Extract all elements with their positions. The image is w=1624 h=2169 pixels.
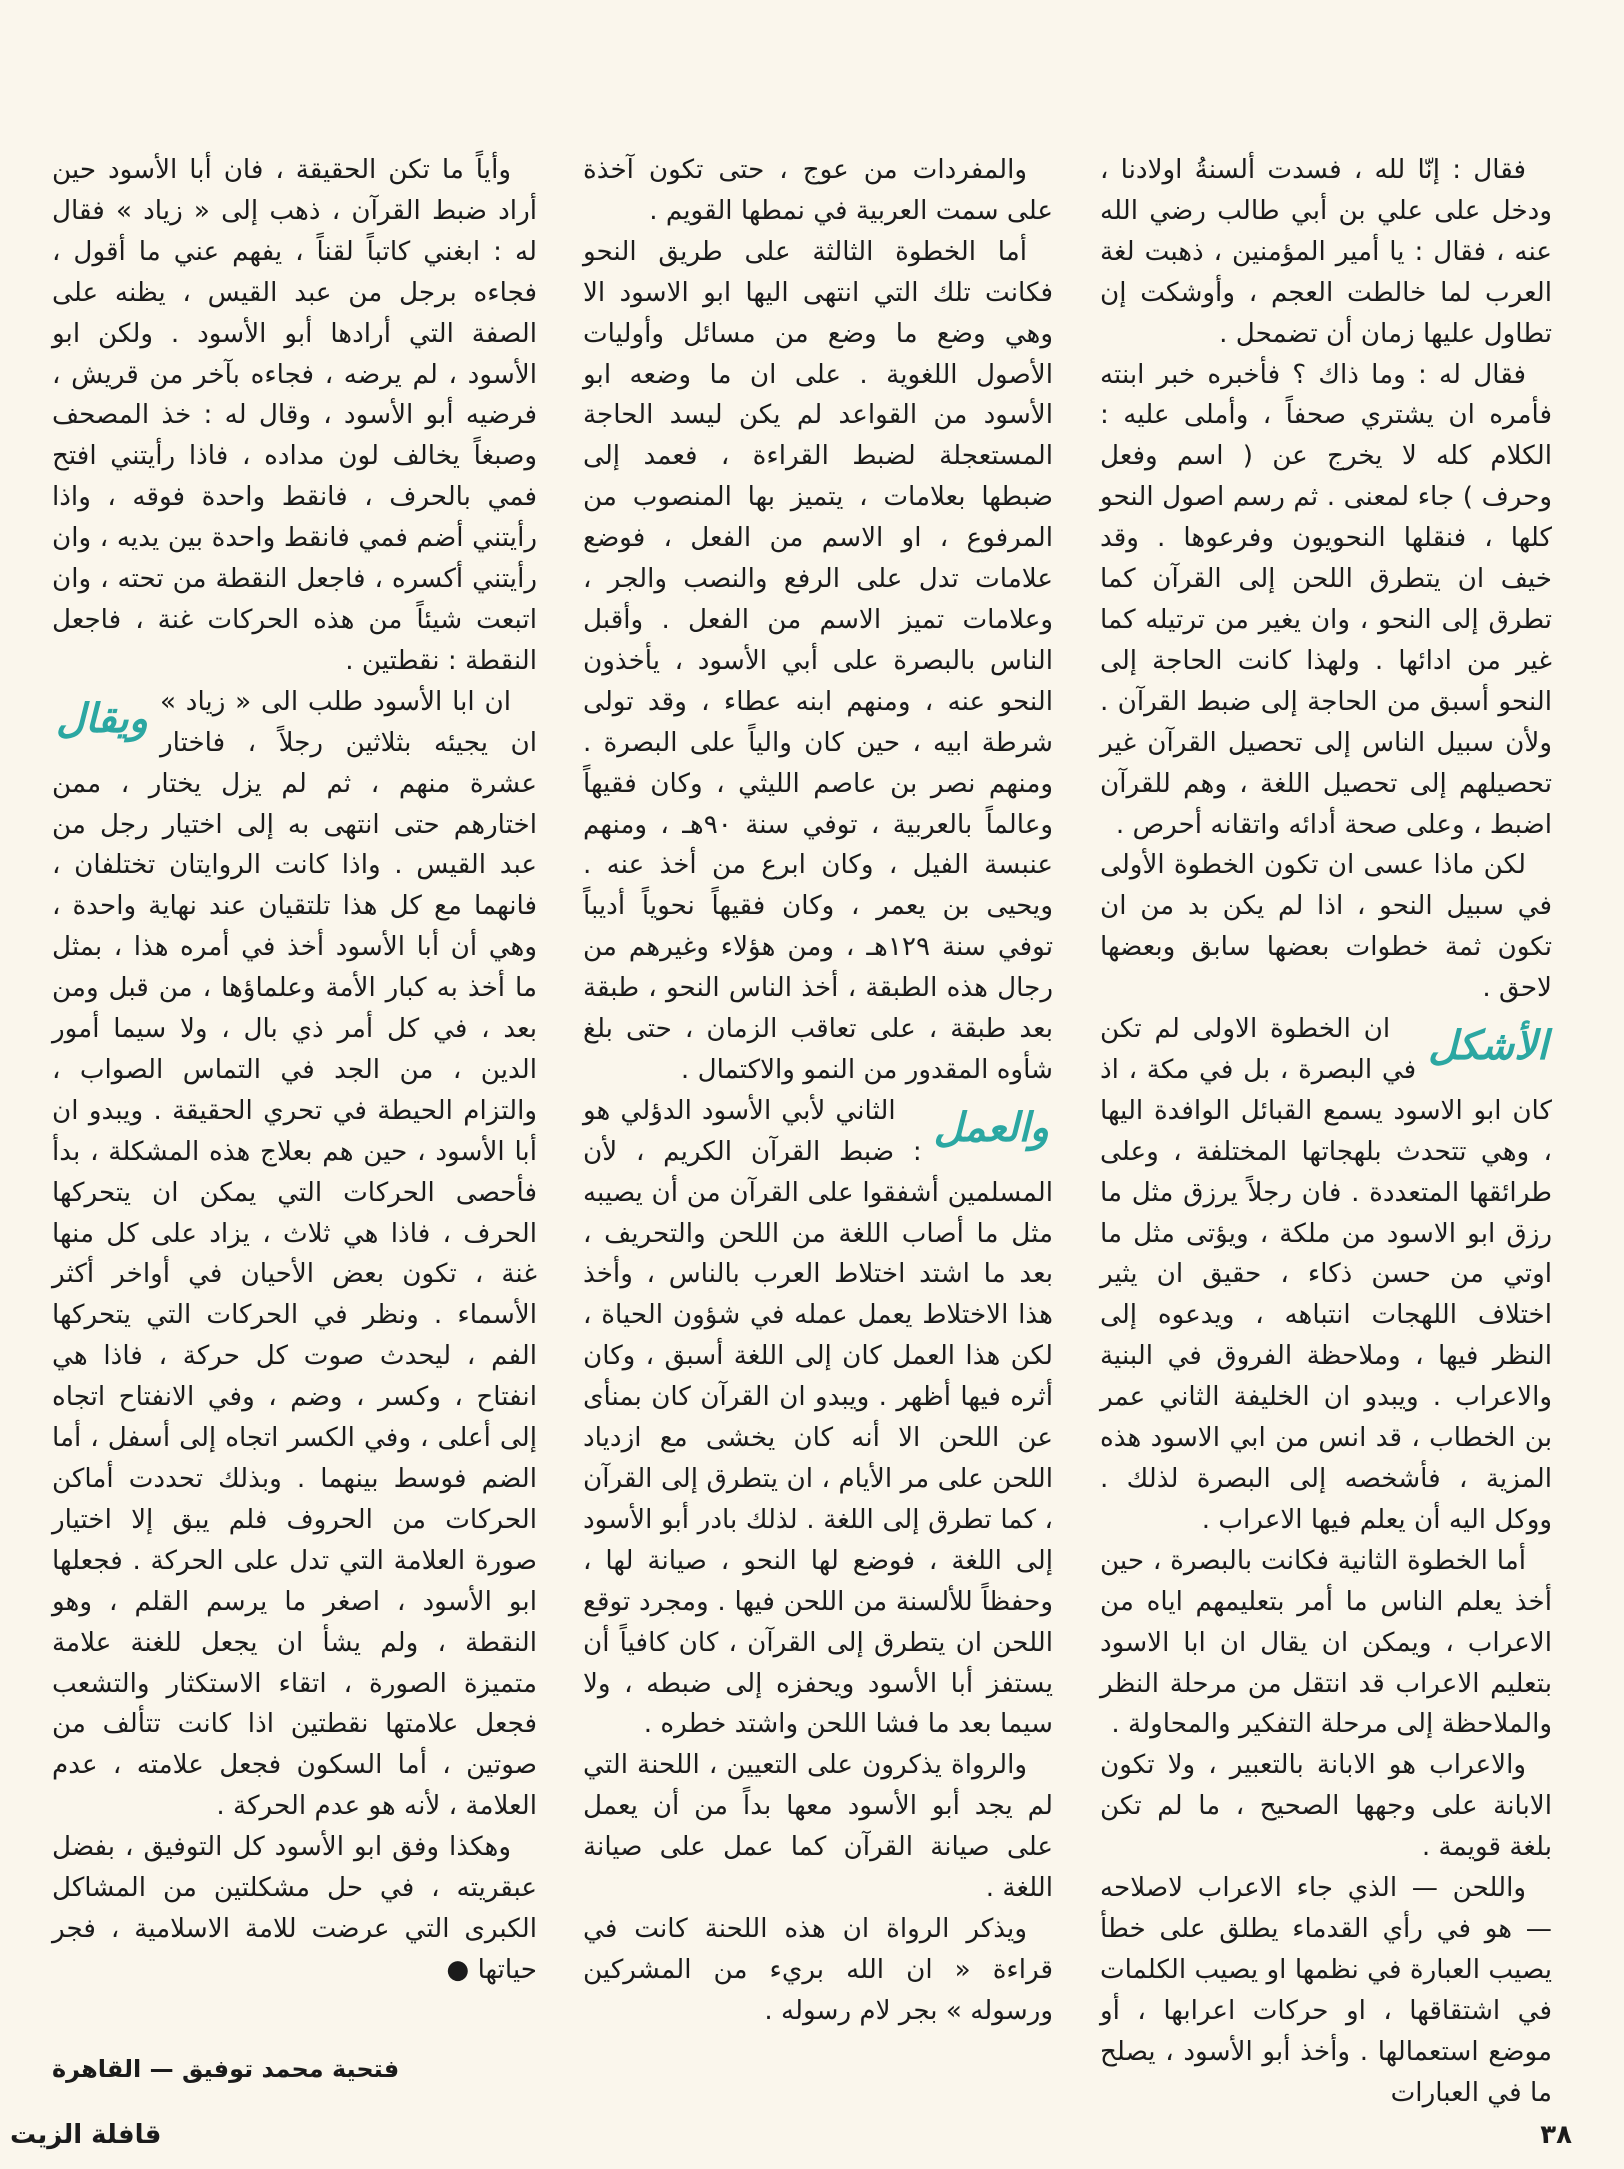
author-signature: فتحية محمد توفيق — القاهرة xyxy=(52,2055,400,2083)
paragraph: لكن ماذا عسى ان تكون الخطوة الأولى في سبيل النحو ، اذا لم يكن بد من ان تكون ثمة خطوات بعضها سابق وبعضها لاحق . xyxy=(1100,850,1552,1004)
column-right xyxy=(1100,150,1552,2108)
paragraph: ويذكر الرواة ان هذه اللحنة كانت في قراءة « ان الله بريء من المشركين ورسوله » بجر لام رسوله . xyxy=(583,1913,1053,2026)
paragraph: واللحن — الذي جاء الاعراب لاصلاحه — هو في رأي القدماء يطلق على خطأ يصيب العبارة في نظمها او يصيب الكلمات في اشتقاقها ، او حركات اعرابها ، أو موضع استعمالها . وأخذ أبو الأسود ، يصلح ما في العبارات xyxy=(1100,1873,1552,2108)
paragraph: ان الخطوة الاولى لم تكن في البصرة ، بل في مكة ، اذ كان ابو الاسود يسمع القبائل الوافدة اليها ، وهي تتحدث بلهجاتها المختلفة ، وعلى طرائقها المتعددة . فان رجلاً يرزق مثل ما رزق ابو الاسود من ملكة ، ويؤتى مثل ما اوتي من حسن ذكاء ، حقيق ان يثير اختلاف اللهجات انتباهه ، ويدعوه إلى النظر فيها ، وملاحظة الفروق في البنية والاعراب . ويبدو ان الخليفة الثاني عمر بن الخطاب ، قد انس من ابي الاسود هذه المزية ، فأشخصه إلى البصرة لذلك . ووكل اليه أن يعلم فيها الاعراب . xyxy=(1100,1014,1552,1535)
paragraph: والاعراب هو الابانة بالتعبير ، ولا تكون الابانة على وجهها الصحيح ، ما لم تكن بلغة قويمة . xyxy=(1100,1750,1552,1863)
column-middle xyxy=(583,150,1053,2050)
section-heading: ويقال xyxy=(56,694,148,742)
paragraph: وأياً ما تكن الحقيقة ، فان أبا الأسود حين أراد ضبط القرآن ، ذهب إلى « زياد » فقال له : ابغني كاتباً لقناً ، يفهم عني ما أقول ، فجاءه برجل من عبد القيس ، يظنه على الصفة التي أرادها أبو الأسود . ولكن ابو الأسود ، لم يرضه ، فجاءه بآخر من قريش ، فرضيه أبو الأسود ، وقال له : خذ المصحف وصبغاً يخالف لون مداده ، فاذا رأيتني افتح فمي بالحرف ، فانقط واحدة فوقه ، واذا رأيتني أضم فمي فانقط واحدة بين يديه ، وان رأيتني أكسره ، فاجعل النقطة من تحته ، وان اتبعت شيئاً من هذه الحركات غنة ، فاجعل النقطة : نقطتين . xyxy=(52,155,537,676)
column-left xyxy=(52,150,537,2050)
paragraph: ان ابا الأسود طلب الى « زياد » ان يجيئه بثلاثين رجلاً ، فاختار عشرة منهم ، ثم لم يزل يختار ، ممن اختارهم حتى انتهى به إلى اختيار رجل من عبد القيس . واذا كانت الروايتان تختلفان ، فانهما مع كل هذا تلتقيان عند نهاية واحدة ، وهي أن أبا الأسود أخذ في أمره هذا ، بمثل ما أخذ به كبار الأمة وعلماؤها ، من قبل ومن بعد ، في كل أمر ذي بال ، ولا سيما أمور الدين ، من الجد في التماس الصواب ، والتزام الحيطة في تحري الحقيقة . ويبدو ان أبا الأسود ، حين هم بعلاج هذه المشكلة ، بدأ فأحصى الحركات التي يمكن ان يتحركها الحرف ، فاذا هي ثلاث ، يزاد على كل منها غنة ، تكون بعض الأحيان في أواخر أكثر الأسماء . ونظر في الحركات التي يتحركها الفم ، ليحدث صوت كل حركة ، فاذا هي انفتاح ، وكسر ، وضم ، وفي الانفتاح اتجاه إلى أعلى ، وفي الكسر اتجاه إلى أسفل ، أما الضم فوسط بينهما . وبذلك تحددت أماكن الحركات من الحروف فلم يبق إلا اختيار صورة العلامة التي تدل على الحركة . فجعلها ابو الأسود ، اصغر ما يرسم القلم ، وهو النقطة ، ولم يشأ ان يجعل للغنة علامة متميزة الصورة ، اتقاء الاستكثار والتشعب فجعل علامتها نقطتين اذا كانت تتألف من صوتين ، أما السكون فجعل علامته ، عدم العلامة ، لأنه هو عدم الحركة . xyxy=(52,686,537,1822)
section-heading: والعمل xyxy=(933,1103,1049,1151)
paragraph: فقال له : وما ذاك ؟ فأخبره خبر ابنته فأمره ان يشتري صحفاً ، وأملى عليه : الكلام كله لا يخرج عن ( اسم وفعل وحرف ) جاء لمعنى . ثم رسم اصول النحو كلها ، فنقلها النحويون وفرعوها . وقد خيف ان يتطرق اللحن إلى القرآن كما تطرق إلى النحو ، وان يغير من ترتيله كما غير من ادائها . ولهذا كانت الحاجة إلى النحو أسبق من الحاجة إلى ضبط القرآن . ولأن سبيل الناس إلى تحصيل القرآن غير تحصيلهم إلى تحصيل اللغة ، وهم للقرآن اضبط ، وعلى صحة أدائه واتقانه أحرص . xyxy=(1100,359,1552,840)
paragraph: أما الخطوة الثانية فكانت بالبصرة ، حين أخذ يعلم الناس ما أمر بتعليمهم اياه من الاعراب ، ويمكن ان يقال ان ابا الاسود بتعليم الاعراب قد انتقل من مرحلة النظر والملاحظة إلى مرحلة التفكير والمحاولة . xyxy=(1100,1545,1552,1740)
paragraph: أما الخطوة الثالثة على طريق النحو فكانت تلك التي انتهى اليها ابو الاسود الا وهي وضع ما وضع من مسائل وأوليات الأصول اللغوية . على ان ما وضعه ابو الأسود من القواعد لم يكن ليسد الحاجة المستعجلة لضبط القراءة ، فعمد إلى ضبطها بعلامات ، يتميز بها المنصوب من المرفوع ، او الاسم من الفعل ، فوضع علامات تدل على الرفع والنصب والجر ، وعلامات تميز الاسم من الفعل . وأقبل الناس بالبصرة على أبي الأسود ، يأخذون النحو عنه ، ومنهم ابنه عطاء ، وقد تولى شرطة ابيه ، حين كان والياً على البصرة . ومنهم نصر بن عاصم الليثي ، وكان فقيهاً وعالماً بالعربية ، توفي سنة ٩٠هـ ، ومنهم عنبسة الفيل ، وكان ابرع من أخذ عنه . ويحيى بن يعمر ، وكان فقيهاً نحوياً أديباً توفي سنة ١٢٩هـ ، ومن هؤلاء وغيرهم من رجال هذه الطبقة ، أخذ الناس النحو ، طبقة بعد طبقة ، على تعاقب الزمان ، حتى بلغ شأوه المقدور من النمو والاكتمال . xyxy=(583,236,1053,1085)
page-number: ٣٨ xyxy=(1540,2120,1572,2150)
paragraph: والمفردات من عوج ، حتى تكون آخذة على سمت العربية في نمطها القويم . xyxy=(583,155,1053,226)
section-heading: الأشكل xyxy=(1428,1022,1548,1070)
paragraph: والرواة يذكرون على التعيين ، اللحنة التي لم يجد أبو الأسود معها بداً من أن يعمل على صيانة القرآن كما عمل على صيانة اللغة . xyxy=(583,1750,1053,1904)
paragraph: فقال : إنّا لله ، فسدت ألسنةُ اولادنا ، ودخل على علي بن أبي طالب رضي الله عنه ، فقال : يا أمير المؤمنين ، ذهبت لغة العرب لما خالطت العجم ، وأوشكت إن تطاول عليها زمان أن تضمحل . xyxy=(1100,155,1552,349)
paragraph: وهكذا وفق ابو الأسود كل التوفيق ، بفضل عبقريته ، في حل مشكلتين من المشاكل الكبرى التي عرضت للامة الاسلامية ، فجر حياتها ● xyxy=(52,1832,537,1985)
paragraph: الثاني لأبي الأسود الدؤلي هو : ضبط القرآن الكريم ، لأن المسلمين أشفقوا على القرآن من أن يصيبه مثل ما أصاب اللغة من اللحن والتحريف ، بعد ما اشتد اختلاط العرب بالناس ، وأخذ هذا الاختلاط يعمل عمله في شؤون الحياة ، لكن هذا العمل كان إلى اللغة أسبق ، وكان أثره فيها أظهر . ويبدو ان القرآن كان بمنأى عن اللحن الا أنه كان يخشى مع ازدياد اللحن على مر الأيام ، ان يتطرق إلى القرآن ، كما تطرق إلى اللغة . لذلك بادر أبو الأسود إلى اللغة ، فوضع لها النحو ، صيانة لها ، وحفظاً للألسنة من اللحن فيها . ومجرد توقع اللحن ان يتطرق إلى القرآن ، كان كافياً أن يستفز أبا الأسود ويحفزه إلى ضبطه ، ولا سيما بعد ما فشا اللحن واشتد خطره . xyxy=(583,1095,1053,1740)
magazine-name: قافلة الزيت xyxy=(10,2120,162,2150)
